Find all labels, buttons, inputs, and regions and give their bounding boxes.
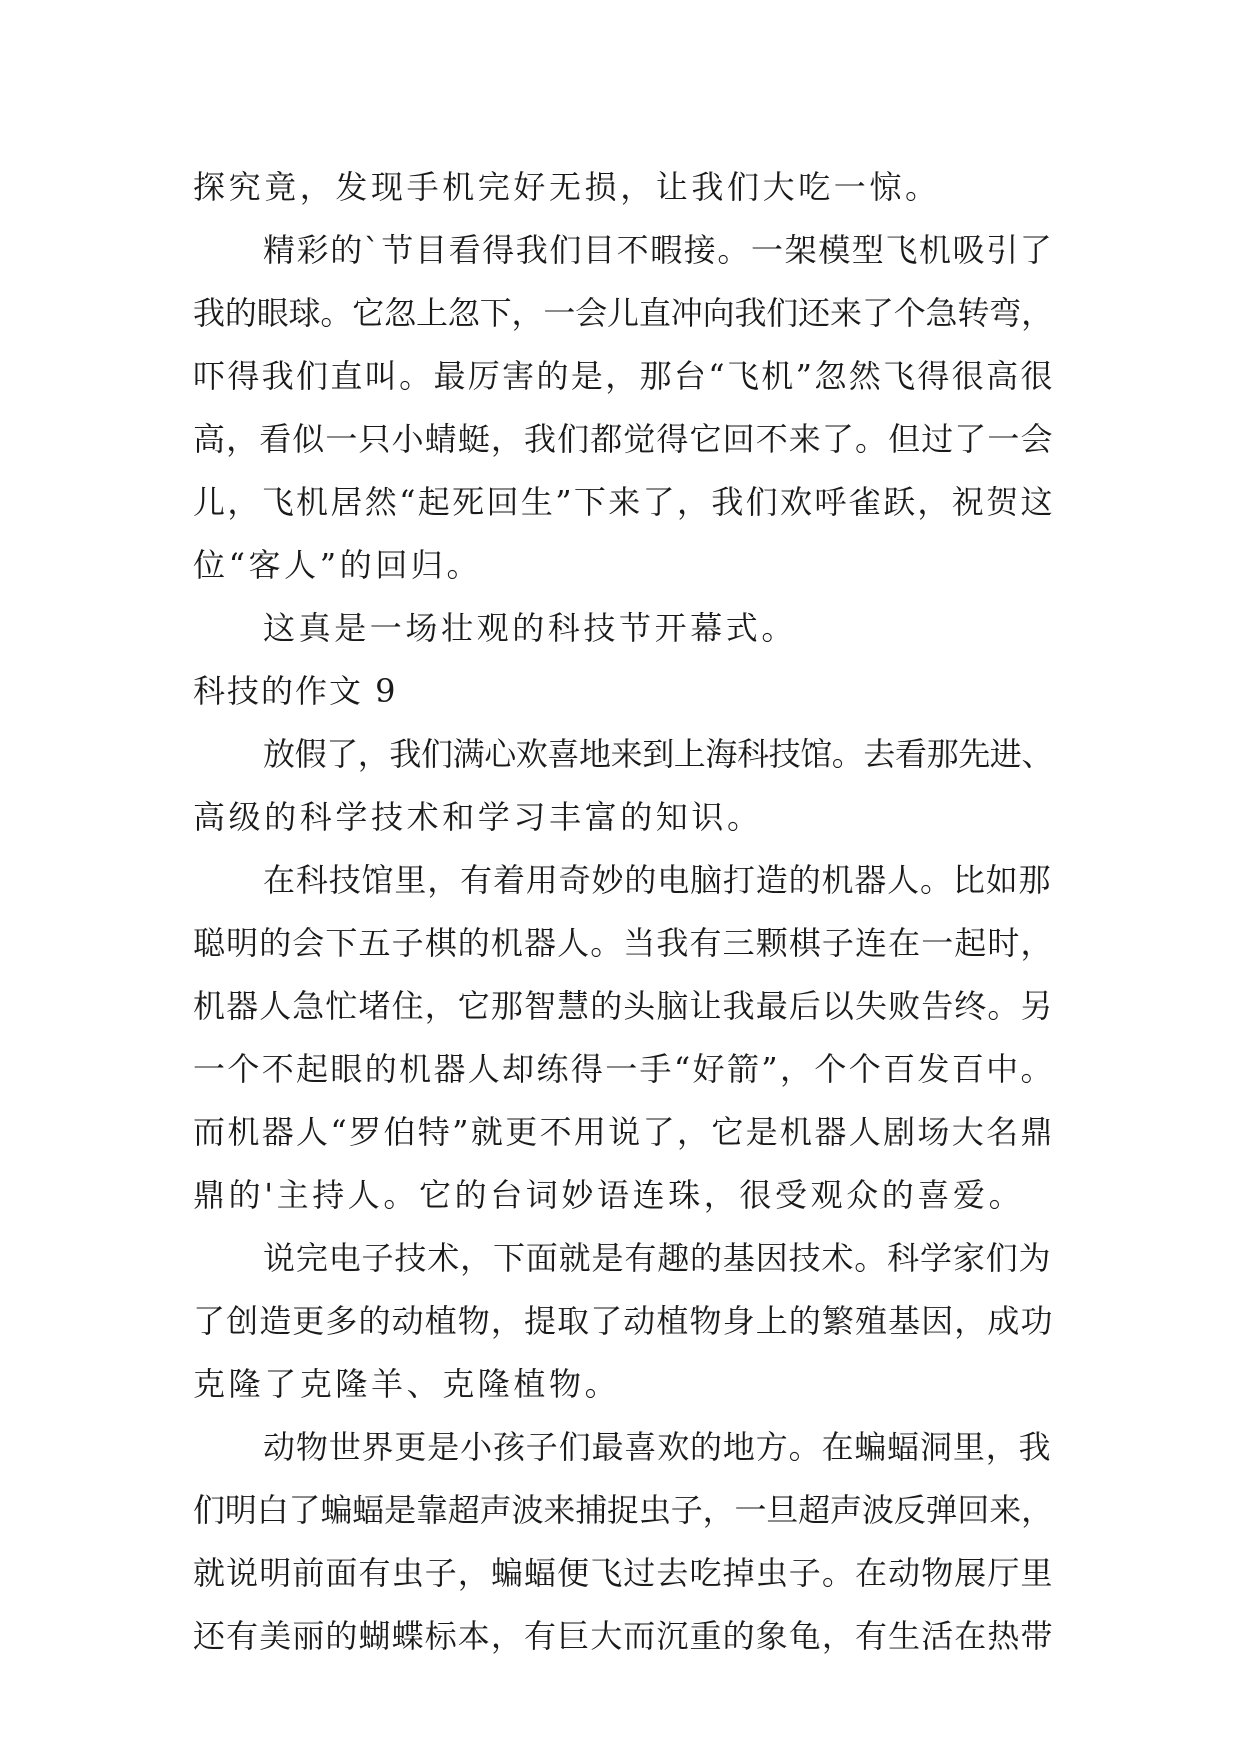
paragraph-start-line: 精彩的`节目看得我们目不暇接。一架模型飞机吸引了 bbox=[263, 231, 1054, 269]
text-line: 还有美丽的蝴蝶标本，有巨大而沉重的象龟，有生活在热带 bbox=[193, 1617, 1054, 1655]
paragraph-start-line: 这真是一场壮观的科技节开幕式。 bbox=[263, 609, 798, 647]
text-line: 一个不起眼的机器人却练得一手“好箭”，个个百发百中。 bbox=[193, 1050, 1055, 1088]
text-line: 位“客人”的回归。 bbox=[193, 546, 483, 584]
text-line: 吓得我们直叫。最厉害的是，那台“飞机”忽然飞得很高很 bbox=[193, 357, 1055, 395]
text-line: 就说明前面有虫子，蝙蝠便飞过去吃掉虫子。在动物展厅里 bbox=[193, 1554, 1054, 1592]
text-line: 了创造更多的动植物，提取了动植物身上的繁殖基因，成功 bbox=[193, 1302, 1054, 1340]
text-line: 探究竟，发现手机完好无损，让我们大吃一惊。 bbox=[193, 168, 941, 206]
text-line: 儿，飞机居然“起死回生”下来了，我们欢呼雀跃，祝贺这 bbox=[193, 483, 1055, 521]
paragraph-start-line: 说完电子技术，下面就是有趣的基因技术。科学家们为 bbox=[263, 1239, 1052, 1277]
text-line: 而机器人“罗伯特”就更不用说了，它是机器人剧场大名鼎 bbox=[193, 1113, 1055, 1151]
text-line: 高，看似一只小蜻蜓，我们都觉得它回不来了。但过了一会 bbox=[193, 420, 1054, 458]
text-line: 聪明的会下五子棋的机器人。当我有三颗棋子连在一起时， bbox=[193, 924, 1054, 962]
text-line: 机器人急忙堵住，它那智慧的头脑让我最后以失败告终。另 bbox=[193, 987, 1054, 1025]
essay-heading: 科技的作文 9 bbox=[193, 672, 398, 710]
text-line: 们明白了蝙蝠是靠超声波来捕捉虫子，一旦超声波反弹回来， bbox=[193, 1491, 1053, 1529]
text-line: 鼎的'主持人。它的台词妙语连珠，很受观众的喜爱。 bbox=[193, 1176, 1025, 1214]
paragraph-start-line: 在科技馆里，有着用奇妙的电脑打造的机器人。比如那 bbox=[263, 861, 1052, 899]
text-line: 克隆了克隆羊、克隆植物。 bbox=[193, 1365, 621, 1403]
text-line: 我的眼球。它忽上忽下，一会儿直冲向我们还来了个急转弯， bbox=[193, 294, 1053, 332]
essay-body bbox=[193, 156, 1055, 1668]
paragraph-start-line: 放假了，我们满心欢喜地来到上海科技馆。去看那先进、 bbox=[263, 735, 1054, 773]
text-line: 高级的科学技术和学习丰富的知识。 bbox=[193, 798, 763, 836]
paragraph-start-line: 动物世界更是小孩子们最喜欢的地方。在蝙蝠洞里，我 bbox=[263, 1428, 1052, 1466]
